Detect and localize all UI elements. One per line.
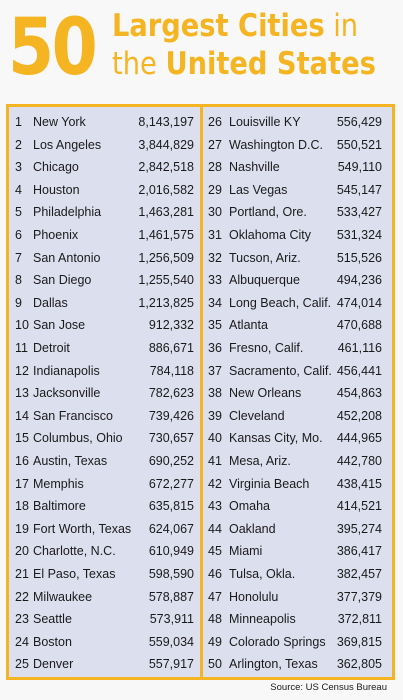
rank: 46	[208, 567, 222, 581]
table-row	[203, 540, 392, 563]
population: 442,780	[336, 454, 382, 468]
table-row	[9, 563, 200, 586]
population: 912,332	[148, 318, 194, 333]
population: 886,671	[148, 341, 194, 355]
rank: 49	[208, 634, 222, 649]
city-name: Arlington, Texas	[229, 657, 318, 672]
city-name: Philadelphia	[33, 205, 102, 220]
city-name: Washington D.C.	[229, 137, 324, 152]
population: 444,965	[336, 431, 382, 446]
city-name: Louisville KY	[229, 115, 301, 129]
source-note: Source: US Census Bureau	[270, 682, 387, 693]
rank: 30	[208, 205, 222, 220]
city-name: Mesa, Ariz.	[229, 454, 291, 468]
city-name: Seattle	[33, 612, 72, 627]
population: 545,147	[336, 182, 382, 197]
rank: 20	[15, 544, 29, 559]
rank: 15	[15, 431, 29, 446]
population: 386,417	[336, 544, 382, 559]
population: 372,811	[337, 612, 382, 627]
city-name: Jacksonville	[33, 386, 101, 401]
population: 730,657	[148, 431, 194, 446]
population: 690,252	[148, 454, 194, 468]
rank: 28	[208, 160, 222, 175]
title-in: in	[324, 8, 359, 44]
city-name: San Jose	[33, 318, 86, 333]
city-name: San Antonio	[33, 250, 101, 265]
rank: 44	[208, 521, 222, 536]
table-row	[203, 518, 392, 541]
city-name: Fort Worth, Texas	[33, 521, 132, 536]
table-row	[9, 247, 200, 270]
rank: 17	[15, 476, 29, 491]
city-name: Fresno, Calif.	[229, 341, 304, 355]
table-row	[203, 495, 392, 518]
city-name: Virginia Beach	[229, 476, 310, 491]
rank: 4	[15, 182, 22, 197]
city-name: Cleveland	[229, 408, 285, 423]
rank: 9	[15, 295, 22, 310]
rank: 47	[208, 589, 222, 604]
rank: 25	[15, 657, 29, 672]
rank: 32	[208, 250, 222, 265]
rank: 2	[15, 137, 22, 152]
rank: 11	[15, 341, 28, 355]
rank: 26	[208, 115, 222, 129]
rank: 13	[15, 386, 29, 401]
table-row	[9, 314, 200, 337]
city-name: Columbus, Ohio	[33, 431, 123, 446]
population: 635,815	[148, 499, 194, 514]
population: 470,688	[336, 318, 382, 333]
population: 1,213,825	[138, 295, 194, 310]
table-row	[9, 540, 200, 563]
population: 438,415	[336, 476, 382, 491]
rank: 8	[15, 273, 22, 288]
table-row	[9, 518, 200, 541]
table-row	[9, 495, 200, 518]
population: 377,379	[336, 589, 382, 604]
rank: 40	[208, 431, 222, 446]
city-name: Boston	[33, 634, 72, 649]
rank: 31	[208, 228, 222, 242]
city-name: Long Beach, Calif.	[229, 295, 332, 310]
table-row	[9, 201, 200, 224]
table-row	[9, 337, 200, 360]
table-row	[203, 473, 392, 496]
city-name: Tucson, Ariz.	[229, 250, 301, 265]
table-row	[9, 405, 200, 428]
table-row	[9, 473, 200, 496]
table-row	[9, 156, 200, 179]
city-name: Omaha	[229, 499, 270, 514]
table-row	[203, 179, 392, 202]
population: 782,623	[148, 386, 194, 401]
table-row	[203, 608, 392, 631]
rank: 35	[208, 318, 222, 333]
population: 556,429	[336, 115, 382, 129]
city-name: Oakland	[229, 521, 276, 536]
city-name: Baltimore	[33, 499, 86, 514]
population: 549,110	[337, 160, 382, 175]
cities-column-right	[203, 111, 392, 673]
table-row	[203, 292, 392, 315]
rank: 29	[208, 182, 222, 197]
city-name: Milwaukee	[33, 589, 93, 604]
table-row	[203, 111, 392, 134]
rank: 1	[15, 115, 22, 129]
table-row	[203, 563, 392, 586]
rank: 33	[208, 273, 222, 288]
city-name: Memphis	[33, 476, 84, 491]
table-row	[9, 608, 200, 631]
city-name: Portland, Ore.	[229, 205, 307, 220]
population: 550,521	[336, 137, 382, 152]
population: 739,426	[148, 408, 194, 423]
table-row	[9, 292, 200, 315]
city-name: Denver	[33, 657, 74, 672]
population: 494,236	[336, 273, 382, 288]
population: 369,815	[336, 634, 382, 649]
table-row	[9, 450, 200, 473]
city-name: Austin, Texas	[33, 454, 108, 468]
table-row	[203, 156, 392, 179]
population: 1,256,509	[138, 250, 194, 265]
population: 578,887	[148, 589, 194, 604]
city-name: Chicago	[33, 160, 79, 175]
city-name: Sacramento, Calif.	[229, 363, 332, 378]
population: 784,118	[149, 363, 194, 378]
city-name: Colorado Springs	[229, 634, 326, 649]
rank: 7	[15, 250, 22, 265]
population: 1,255,540	[138, 273, 194, 288]
table-row	[9, 269, 200, 292]
table-row	[9, 586, 200, 609]
table-row	[9, 179, 200, 202]
table-row	[203, 337, 392, 360]
city-name: Minneapolis	[229, 612, 296, 627]
header	[0, 0, 403, 95]
city-name: San Francisco	[33, 408, 113, 423]
city-name: Dallas	[33, 295, 68, 310]
city-name: New York	[33, 115, 86, 129]
city-name: Albuquerque	[229, 273, 300, 288]
population: 610,949	[148, 544, 194, 559]
rank: 42	[208, 476, 222, 491]
city-name: Nashville	[229, 160, 280, 175]
rank: 43	[208, 499, 222, 514]
rank: 36	[208, 341, 222, 355]
table-row	[203, 586, 392, 609]
city-name: Los Angeles	[33, 137, 102, 152]
population: 414,521	[336, 499, 382, 514]
rank: 5	[15, 205, 22, 220]
rank: 12	[15, 363, 29, 378]
table-row	[9, 224, 200, 247]
population: 454,863	[336, 386, 382, 401]
city-name: Atlanta	[229, 318, 268, 333]
population: 1,461,575	[138, 228, 194, 242]
population: 559,034	[148, 634, 194, 649]
table-row	[203, 653, 392, 676]
population: 3,844,829	[138, 137, 194, 152]
rank: 6	[15, 228, 22, 242]
rank: 3	[15, 160, 22, 175]
population: 382,457	[336, 567, 382, 581]
city-name: Kansas City, Mo.	[229, 431, 323, 446]
rank: 37	[208, 363, 222, 378]
table-row	[203, 224, 392, 247]
rank: 21	[15, 567, 29, 581]
table-row	[203, 360, 392, 383]
population: 624,067	[148, 521, 194, 536]
population: 533,427	[336, 205, 382, 220]
table-row	[203, 247, 392, 270]
population: 557,917	[148, 657, 194, 672]
rank: 27	[208, 137, 222, 152]
rank: 24	[15, 634, 29, 649]
rank: 34	[208, 295, 222, 310]
table-row	[9, 111, 200, 134]
rank: 16	[15, 454, 29, 468]
population: 1,463,281	[138, 205, 194, 220]
table-row	[203, 405, 392, 428]
city-name: New Orleans	[229, 386, 302, 401]
population: 456,441	[336, 363, 382, 378]
table-row	[9, 653, 200, 676]
population: 672,277	[148, 476, 194, 491]
rank: 19	[15, 521, 29, 536]
rank: 45	[208, 544, 222, 559]
population: 461,116	[337, 341, 382, 355]
population: 2,842,518	[138, 160, 194, 175]
city-name: Tulsa, Okla.	[229, 567, 296, 581]
city-name: Charlotte, N.C.	[33, 544, 116, 559]
rank: 48	[208, 612, 222, 627]
table-row	[9, 382, 200, 405]
city-name: Detroit	[33, 341, 70, 355]
title-the: the	[112, 46, 166, 82]
rank: 18	[15, 499, 29, 514]
table-row	[9, 360, 200, 383]
cities-column-left	[9, 111, 200, 673]
population: 8,143,197	[138, 115, 194, 129]
city-name: El Paso, Texas	[33, 567, 116, 581]
city-name: Oklahoma City	[229, 228, 311, 242]
table-row	[203, 201, 392, 224]
rank: 22	[15, 589, 29, 604]
population: 573,911	[149, 612, 194, 627]
rank: 39	[208, 408, 222, 423]
city-name: San Diego	[33, 273, 92, 288]
table-row	[203, 134, 392, 157]
city-name: Honolulu	[229, 589, 279, 604]
rank: 14	[15, 408, 29, 423]
population: 515,526	[336, 250, 382, 265]
title-line-2	[112, 46, 376, 82]
table-row	[203, 427, 392, 450]
cities-table	[6, 104, 395, 680]
population: 362,805	[336, 657, 382, 672]
rank: 23	[15, 612, 29, 627]
population: 452,208	[336, 408, 382, 423]
population: 531,324	[336, 228, 382, 242]
title-line-1	[112, 8, 358, 44]
city-name: Houston	[33, 182, 80, 197]
title-largest-cities: Largest Cities	[112, 8, 325, 44]
city-name: Miami	[229, 544, 263, 559]
table-row	[203, 631, 392, 654]
title-number: 50	[8, 3, 96, 93]
table-row	[9, 631, 200, 654]
population: 395,274	[336, 521, 382, 536]
city-name: Las Vegas	[229, 182, 288, 197]
population: 474,014	[336, 295, 382, 310]
rank: 50	[208, 657, 222, 672]
population: 598,590	[148, 567, 194, 581]
rank: 10	[15, 318, 29, 333]
table-row	[203, 269, 392, 292]
city-name: Indianapolis	[33, 363, 100, 378]
rank: 38	[208, 386, 222, 401]
table-row	[9, 427, 200, 450]
rank: 41	[208, 454, 222, 468]
table-row	[203, 314, 392, 337]
table-row	[203, 382, 392, 405]
population: 2,016,582	[138, 182, 194, 197]
table-row	[203, 450, 392, 473]
title-united-states: United States	[165, 46, 376, 82]
table-row	[9, 134, 200, 157]
city-name: Phoenix	[33, 228, 79, 242]
